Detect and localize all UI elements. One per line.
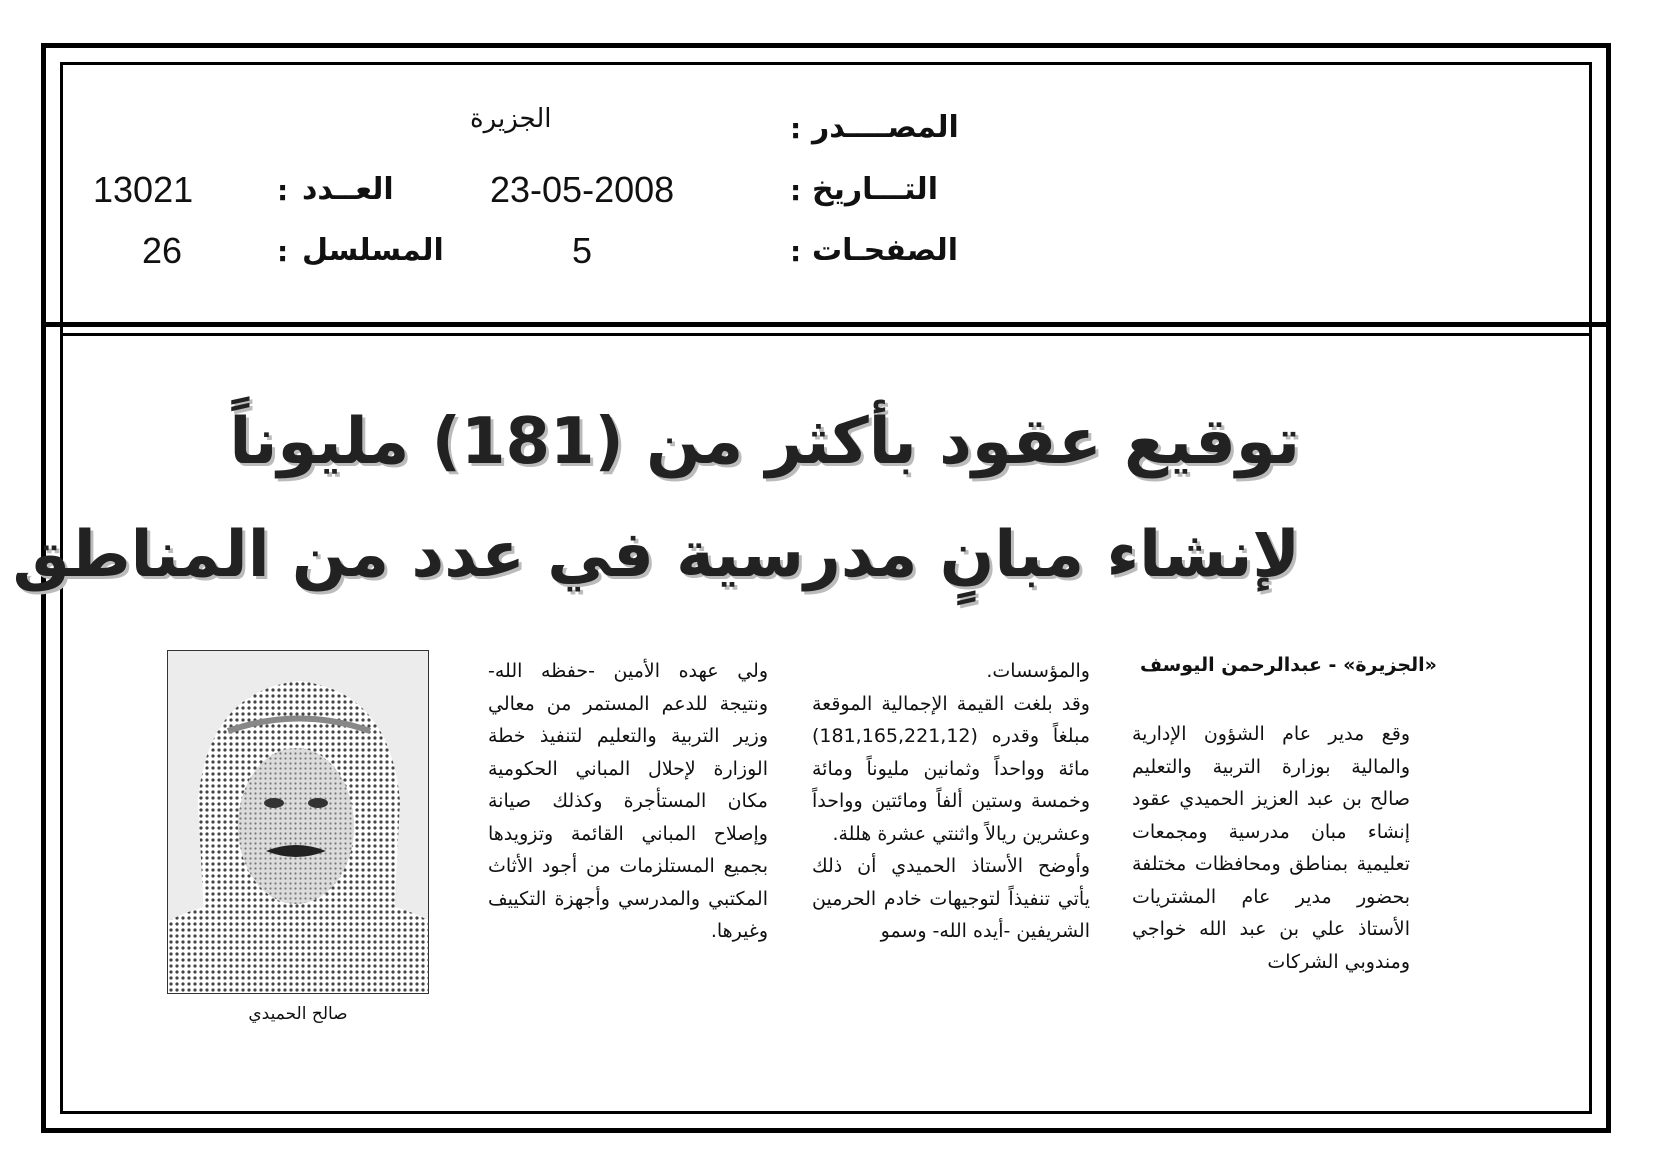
serial-colon: : bbox=[277, 235, 289, 268]
headline-line-1: توقيع عقود بأكثر من (181) مليوناً bbox=[229, 405, 1300, 479]
header-divider-inner bbox=[60, 333, 1592, 336]
portrait-photo bbox=[167, 650, 429, 994]
portrait-icon bbox=[168, 651, 429, 994]
date-value: 23-05-2008 bbox=[490, 169, 675, 210]
serial-value: 26 bbox=[142, 230, 183, 271]
column-3-text: ولي عهده الأمين -حفظه الله- ونتيجة للدعم المستمر من معالي وزير التربية والتعليم لتنفيذ خطة الوزارة لإحلال المباني الحكومية مكان المستأجرة وكذلك صيانة وإصلاح المباني القائمة وتزويدها بجميع المستلزمات من أجود الأثاث المكتبي والمدرسي وأجهزة التكييف وغيرها. bbox=[488, 660, 768, 942]
date-colon: : bbox=[790, 174, 802, 207]
photo-caption: صالح الحميدي bbox=[248, 1004, 348, 1024]
serial-label: المسلسل bbox=[302, 233, 444, 268]
issue-label: العــدد bbox=[302, 172, 394, 207]
issue-colon: : bbox=[277, 174, 289, 207]
pages-value: 5 bbox=[572, 230, 593, 271]
column-2-paragraph-3: وأوضح الأستاذ الحميدي أن ذلك يأتي تنفيذاً لتوجيهات خادم الحرمين الشريفين -أيده الله- وسمو bbox=[812, 855, 1090, 942]
headline-line-2: لإنشاء مبانٍ مدرسية في عدد من المناطق bbox=[12, 518, 1300, 592]
pages-label: الصفحـات bbox=[812, 233, 958, 268]
source-value: الجزيرة bbox=[470, 104, 552, 134]
pages-colon: : bbox=[790, 235, 802, 268]
column-2-paragraph-2: وقد بلغت القيمة الإجمالية الموقعة مبلغاً وقدره (181,165,221,12) مائة وواحداً وثمانين مليوناً ومائة وخمسة وستين ألفاً ومائتين وواحداً وعشرين ريالاً واثنتي عشرة هللة. bbox=[812, 692, 1090, 845]
article-column-1 bbox=[1132, 718, 1410, 978]
source-label: المصــــدر bbox=[812, 110, 959, 145]
date-label: التـــاريخ bbox=[812, 172, 938, 207]
article-column-2 bbox=[812, 655, 1090, 948]
column-1-text: وقع مدير عام الشؤون الإدارية والمالية بوزارة التربية والتعليم صالح بن عبد العزيز الحميدي عقود إنشاء مبان مدرسية ومجمعات تعليمية بمناطق ومحافظات مختلفة بحضور مدير عام المشتريات الأستاذ علي بن عبد الله خواجي ومندوبي الشركات bbox=[1132, 723, 1410, 973]
column-2-paragraph-1: والمؤسسات. bbox=[986, 660, 1090, 682]
issue-value: 13021 bbox=[93, 169, 194, 210]
header-divider-outer bbox=[41, 322, 1611, 327]
source-colon: : bbox=[790, 112, 802, 145]
byline: «الجزيرة» - عبدالرحمن اليوسف bbox=[1140, 654, 1437, 676]
article-column-3 bbox=[488, 655, 768, 948]
